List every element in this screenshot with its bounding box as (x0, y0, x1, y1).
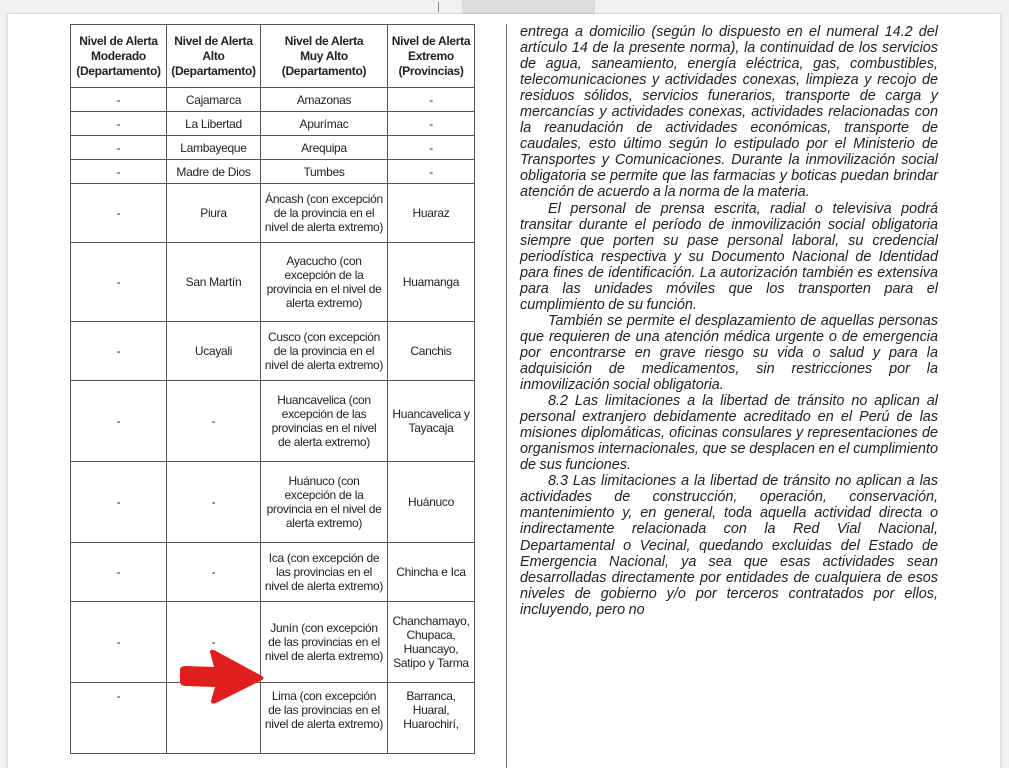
table-cell: Huaraz (388, 184, 475, 243)
table-row (71, 184, 475, 243)
table-cell: - (71, 322, 167, 381)
table-cell: Huancavelica (con excepción de las provincias en el nivel de alerta extremo) (261, 381, 388, 462)
toolbar-tab[interactable] (462, 0, 595, 14)
table-cell: - (388, 160, 475, 184)
table-cell: Barranca, Huaral, Huarochirí, (388, 683, 475, 754)
table-cell: - (167, 462, 261, 543)
table-row (71, 243, 475, 322)
table-row (71, 88, 475, 112)
header-extremo: Nivel de Alerta Extremo (Provincias) (388, 25, 475, 88)
table-cell: Huánuco (388, 462, 475, 543)
column-divider (506, 24, 507, 768)
table-cell: Apurímac (261, 112, 388, 136)
table-cell: Huánuco (con excepción de la provincia en el nivel de alerta extremo) (261, 462, 388, 543)
table-cell: - (388, 112, 475, 136)
table-cell: - (71, 243, 167, 322)
table-cell: Áncash (con excepción de la provincia en el nivel de alerta extremo) (261, 184, 388, 243)
table-cell: - (71, 683, 167, 754)
header-muy-alto: Nivel de Alerta Muy Alto (Departamento) (261, 25, 388, 88)
red-arrow-icon (174, 648, 266, 706)
table-cell: - (71, 462, 167, 543)
table-cell: - (71, 112, 167, 136)
toolbar-divider (438, 2, 439, 12)
table-row (71, 462, 475, 543)
table-row (71, 322, 475, 381)
table-header-row (71, 25, 475, 88)
table-cell: - (388, 136, 475, 160)
table-row (71, 683, 475, 754)
body-paragraph: 8.3 Las limitaciones a la libertad de tránsito no aplican a las actividades de construcción, operación, conservación, mantenimiento y, en general, toda aquella actividad directa o indirectamente relacionada con la Red Vial Nacional, Departamental o Vecinal, quedando excluidas del Estado de Emergencia Nacional, ya sea que esas actividades sean desarrolladas directamente por entidades de cualquiera de esos niveles de gobierno y/o por terceros contratados por ellos, incluyendo, pero no (520, 473, 938, 618)
viewer-toolbar (0, 0, 1009, 14)
table-cell: - (167, 543, 261, 602)
table-cell: Tumbes (261, 160, 388, 184)
table-cell: Lambayeque (167, 136, 261, 160)
table-row (71, 160, 475, 184)
table-cell: - (71, 602, 167, 683)
table-cell: - (71, 543, 167, 602)
table-cell: Amazonas (261, 88, 388, 112)
header-moderado: Nivel de Alerta Moderado (Departamento) (71, 25, 167, 88)
table-row (71, 112, 475, 136)
document-page (8, 14, 1000, 768)
table-cell: - (71, 184, 167, 243)
table-cell: Lima (con excepción de las provincias en el nivel de alerta extremo) (261, 683, 388, 754)
table-cell: - (71, 136, 167, 160)
body-paragraph: El personal de prensa escrita, radial o televisiva podrá transitar durante el período de inmovilización social obligatoria siempre que porten su pase personal laboral, su credencial periodística respectiva y su Documento Nacional de Identidad para fines de identificación. La autorización también es extensiva para las unidades móviles que los transporten para el cumplimiento de su función. (520, 200, 938, 313)
table-cell: Piura (167, 184, 261, 243)
table-row (71, 381, 475, 462)
body-paragraph: 8.2 Las limitaciones a la libertad de tránsito no aplican al personal extranjero debidamente acreditado en el Perú de las misiones diplomáticas, oficinas consulares y representaciones de organismos internacionales, que se desplacen en el cumplimiento de sus funciones. (520, 393, 938, 474)
table-cell: - (71, 160, 167, 184)
header-alto: Nivel de Alerta Alto (Departamento) (167, 25, 261, 88)
table-cell: - (167, 602, 261, 683)
table-row (71, 602, 475, 683)
table-cell: - (388, 88, 475, 112)
alert-levels-table (70, 24, 475, 754)
table-row (71, 136, 475, 160)
table-cell: Chanchamayo, Chupaca, Huancayo, Satipo y Tarma (388, 602, 475, 683)
body-text-column (520, 24, 938, 618)
body-paragraph: entrega a domicilio (según lo dispuesto en el numeral 14.2 del artículo 14 de la presente norma), la continuidad de los servicios de agua, saneamiento, energía eléctrica, gas, combustibles, telecomunicaciones y actividades conexas, limpieza y recojo de residuos sólidos, servicios funerarios, transporte de carga y mercancías y actividades conexas, actividades relacionadas con la reanudación de actividades económicas, transporte de caudales, esto último según lo estipulado por el Ministerio de Transportes y Comunicaciones. Durante la inmovilización social obligatoria se permite que las farmacias y boticas puedan brindar atención de acuerdo a la norma de la materia. (520, 24, 938, 201)
table-cell: Cusco (con excepción de la provincia en el nivel de alerta extremo) (261, 322, 388, 381)
table-cell: San Martín (167, 243, 261, 322)
table-cell: Cajamarca (167, 88, 261, 112)
table-cell: Chincha e Ica (388, 543, 475, 602)
table-cell: Ica (con excepción de las provincias en el nivel de alerta extremo) (261, 543, 388, 602)
table-cell: Canchis (388, 322, 475, 381)
body-paragraph: También se permite el desplazamiento de aquellas personas que requieren de una atención médica urgente o de emergencia por encontrarse en grave riesgo su vida o salud y para la adquisición de medicamentos, sin restricciones por la inmovilización social obligatoria. (520, 312, 938, 394)
table-cell: Madre de Dios (167, 160, 261, 184)
table-cell: Ayacucho (con excepción de la provincia en el nivel de alerta extremo) (261, 243, 388, 322)
table-cell: - (71, 381, 167, 462)
table-cell: La Libertad (167, 112, 261, 136)
table-cell: - (167, 381, 261, 462)
table-cell: - (71, 88, 167, 112)
table-cell: Huancavelica y Tayacaja (388, 381, 475, 462)
table-cell: Ucayali (167, 322, 261, 381)
table-row (71, 543, 475, 602)
table-cell: Junín (con excepción de las provincias en el nivel de alerta extremo) (261, 602, 388, 683)
table-cell: Huamanga (388, 243, 475, 322)
table-cell: Arequipa (261, 136, 388, 160)
